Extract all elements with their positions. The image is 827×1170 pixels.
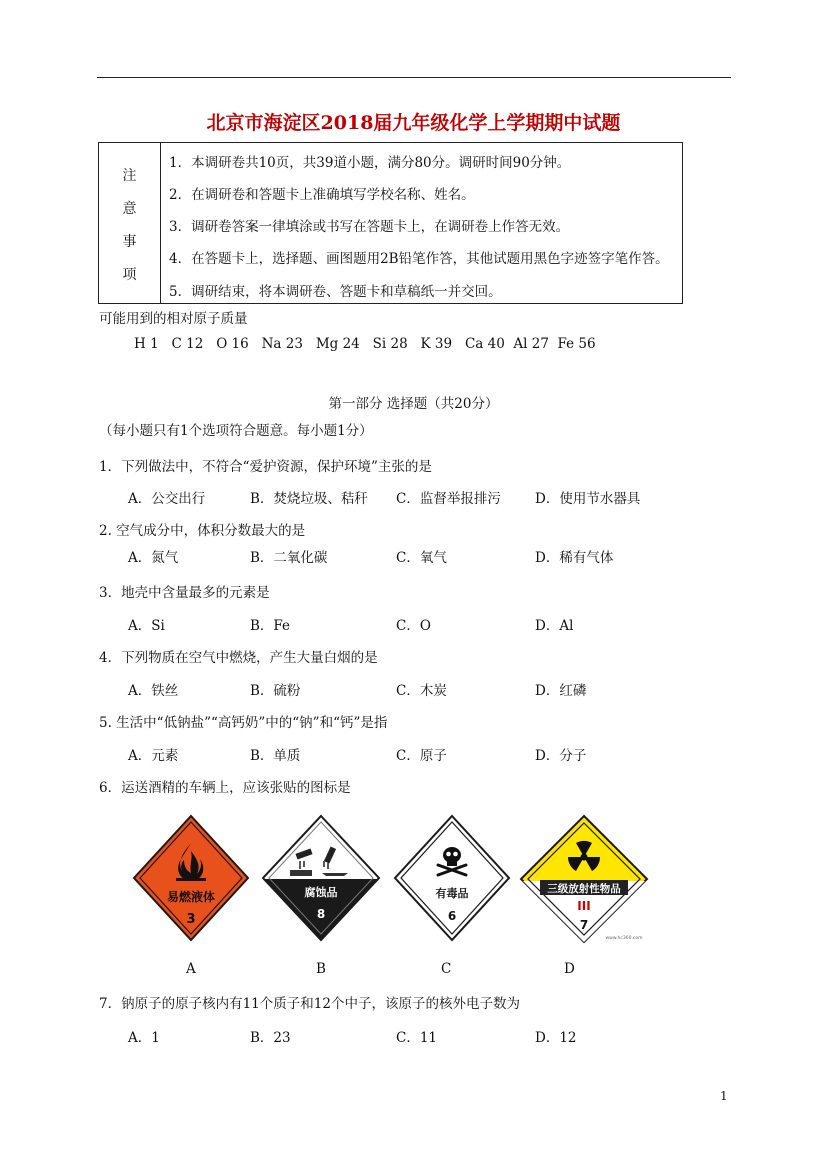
question-stem: 4．下列物质在空气中燃烧，产生大量白烟的是 [99,650,378,666]
watermark: www.hc360.com [605,936,643,941]
option-d: D．红磷 [535,683,587,699]
question-stem: 1．下列做法中，不符合“爱护资源，保护环境”主张的是 [99,459,432,475]
question-stem: 5. 生活中“低钠盐”“高钙奶”中的“钠”和“钙”是指 [99,715,388,731]
sign-bars: III [577,899,591,913]
notice-label-char: 注 [122,168,137,184]
option-a: A．公交出行 [128,491,206,507]
option-c: C．原子 [396,748,447,764]
sign-toxic [392,813,512,947]
notice-item: 1．本调研卷共10页，共39道小题，满分80分。调研时间90分钟。 [169,155,571,171]
option-c: C [441,961,452,977]
sign-label: 腐蚀品 [304,886,338,899]
option-d: D．分子 [535,748,587,764]
notice-label-char: 意 [122,201,137,217]
notice-label [99,143,161,303]
notice-item: 4．在答题卡上，选择题、画图题用2B铅笔作答，其他试题用黑色字迹签字笔作答。 [169,251,669,267]
sign-number: 6 [447,909,457,923]
sign-corrosive [260,813,382,947]
sign-label: 三级放射性物品 [547,883,621,895]
option-d: D．稀有气体 [535,550,614,566]
option-d: D．Al [535,618,574,634]
option-b: B．焚烧垃圾、秸秆 [250,491,368,507]
notice-item: 5．调研结束，将本调研卷、答题卡和草稿纸一并交回。 [169,284,502,300]
page-title: 北京市海淀区2018届九年级化学上学期期中试题 [206,112,621,134]
option-a: A．Si [128,618,165,634]
sign-number: 8 [316,907,326,921]
part-title: 第一部分 选择题（共20分） [328,396,499,412]
sign-label: 易燃液体 [166,890,216,904]
notice-item: 2．在调研卷和答题卡上准确填写学校名称、姓名。 [169,187,475,203]
option-a: A．1 [128,1030,160,1046]
option-b: B．23 [250,1030,291,1046]
option-c: C．O [396,618,431,634]
option-b: B．Fe [250,618,291,634]
notice-item: 3．调研卷答案一律填涂或书写在答题卡上，在调研卷上作答无效。 [169,219,570,235]
notice-label-char: 项 [122,267,137,283]
option-a: A．铁丝 [128,683,179,699]
option-d: D [564,961,575,977]
option-c: C．木炭 [396,683,447,699]
option-b: B．二氧化碳 [250,550,328,566]
option-d: D．12 [535,1030,577,1046]
sign-number: 3 [186,912,196,927]
option-c: C．11 [396,1030,438,1046]
sign-flammable-liquid [131,813,251,947]
sign-label: 有毒品 [435,887,469,900]
question-stem: 2. 空气成分中，体积分数最大的是 [99,523,306,539]
question-stem: 6．运送酒精的车辆上，应该张贴的图标是 [99,780,351,796]
option-b: B．单质 [250,748,301,764]
option-c: C．氧气 [396,550,447,566]
option-b: B．硫粉 [250,683,301,699]
option-c: C．监督举报排污 [396,491,501,507]
part-note: （每小题只有1个选项符合题意。每小题1分） [99,423,373,439]
sign-radioactive [518,813,650,951]
header-rule [97,77,731,78]
option-b: B [316,961,326,977]
question-stem: 3．地壳中含量最多的元素是 [99,585,270,601]
sign-number: 7 [579,918,589,932]
question-stem: 7．钠原子的原子核内有11个质子和12个中子，该原子的核外电子数为 [99,996,520,1012]
option-d: D．使用节水器具 [535,491,641,507]
notice-box [98,142,683,304]
notice-label-char: 事 [122,234,137,250]
option-a: A．元素 [128,748,179,764]
atomic-mass-list: H 1 C 12 O 16 Na 23 Mg 24 Si 28 K 39 Ca 40 Al 27 Fe 56 [134,336,596,352]
atomic-mass-title: 可能用到的相对原子质量 [99,311,248,327]
option-a: A．氮气 [128,550,179,566]
page-number: 1 [720,1089,728,1103]
option-a: A [186,961,196,977]
